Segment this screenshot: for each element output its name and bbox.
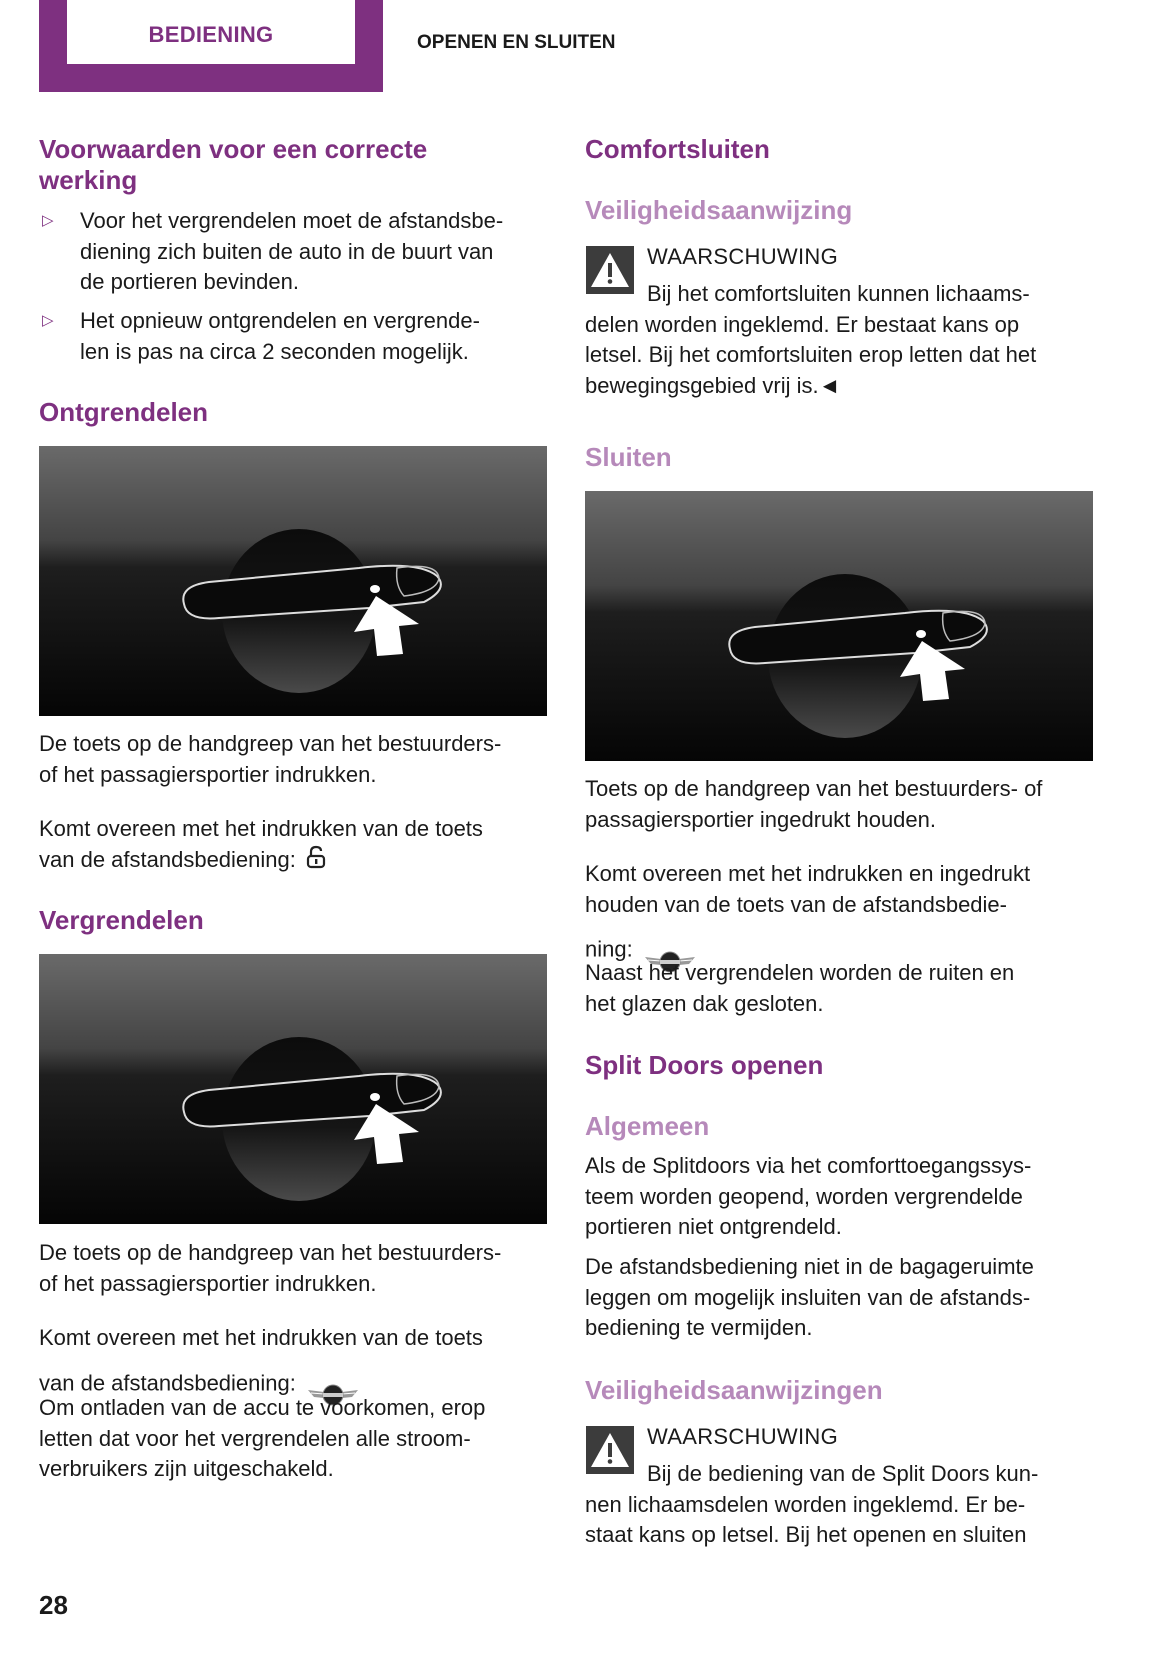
lock-heading: Vergrendelen xyxy=(39,905,204,935)
unlock-remote-text xyxy=(39,814,549,877)
split-doors-heading: Split Doors openen xyxy=(585,1050,824,1080)
lock-image xyxy=(39,954,547,1224)
conditions-heading: Voorwaarden voor een correcte werking xyxy=(39,134,428,195)
close-text: Toets op de handgreep van het bestuurders- of passagiersportier ingedrukt houden. xyxy=(585,776,1043,832)
conditions-list xyxy=(39,206,549,376)
close-heading: Sluiten xyxy=(585,442,672,472)
triangle-bullet-icon: ▷ xyxy=(42,212,54,229)
unlock-heading: Ontgrendelen xyxy=(39,397,209,427)
warning2-title: WAARSCHUWING xyxy=(647,1424,838,1449)
general-heading: Algemeen xyxy=(585,1111,710,1141)
windows-text: Naast het vergrendelen worden de ruiten en het glazen dak gesloten. xyxy=(585,960,1015,1016)
list-item-text: Voor het vergrendelen moet de afstandsbe- diening zich buiten de auto in de buurt van de portieren bevinden. xyxy=(80,208,504,295)
list-item xyxy=(39,306,549,367)
door-handle-illustration xyxy=(585,491,1093,761)
warning1-body: Bij het comfortsluiten kunnen lichaams- delen worden ingeklemd. Er bestaat kans op letsel. Bij het comfortsluiten erop letten dat het bewegingsgebied vrij is.◄ xyxy=(585,281,1037,399)
unlock-text: De toets op de handgreep van het bestuurders- of het passagiersportier indrukken. xyxy=(39,731,502,787)
page-number: 28 xyxy=(39,1590,68,1620)
safety2-heading: Veiligheidsaanwijzingen xyxy=(585,1375,883,1405)
unlock-remote-label: Komt overeen met het indrukken van de toets van de afstandsbediening: xyxy=(39,816,483,872)
warning1-title: WAARSCHUWING xyxy=(647,244,838,269)
warning2-body: Bij de bediening van de Split Doors kun- nen lichaamsdelen worden ingeklemd. Er be- staat kans op letsel. Bij het openen en sluiten xyxy=(585,1461,1039,1548)
battery-text: Om ontladen van de accu te voorkomen, erop letten dat voor het vergrendelen alle stroom- verbruikers zijn uitgeschakeld. xyxy=(39,1395,486,1482)
close-image xyxy=(585,491,1093,761)
general-text-1: Als de Splitdoors via het comforttoegangssys- teem worden geopend, worden vergrendelde portieren niet ontgrendeld. xyxy=(585,1153,1032,1240)
chapter-tab-label: BEDIENING xyxy=(148,22,274,47)
unlock-padlock-icon xyxy=(306,845,326,878)
triangle-bullet-icon: ▷ xyxy=(42,312,54,330)
door-handle-illustration xyxy=(39,446,547,716)
safety-heading: Veiligheidsaanwijzing xyxy=(585,195,853,225)
lock-text: De toets op de handgreep van het bestuurders- of het passagiersportier indrukken. xyxy=(39,1240,502,1296)
close-remote-label: Komt overeen met het indrukken en ingedrukt houden van de toets van de afstandsbedie- ning: xyxy=(585,861,1031,962)
door-handle-illustration xyxy=(39,954,547,1224)
comfort-heading: Comfortsluiten xyxy=(585,134,770,164)
section-title: OPENEN EN SLUITEN xyxy=(417,32,616,53)
lock-remote-label: Komt overeen met het indrukken van de toets van de afstandsbediening: xyxy=(39,1325,483,1396)
list-item xyxy=(39,206,549,298)
warning2-text xyxy=(585,1459,1095,1551)
list-item-text: Het opnieuw ontgrendelen en vergrende- len is pas na circa 2 seconden mogelijk. xyxy=(80,308,480,364)
unlock-image xyxy=(39,446,547,716)
warning1-text xyxy=(585,279,1095,402)
chapter-tab xyxy=(39,0,383,92)
general-text-2: De afstandsbediening niet in de bagageruimte leggen om mogelijk insluiten van de afstands- bediening te vermijden. xyxy=(585,1254,1034,1341)
